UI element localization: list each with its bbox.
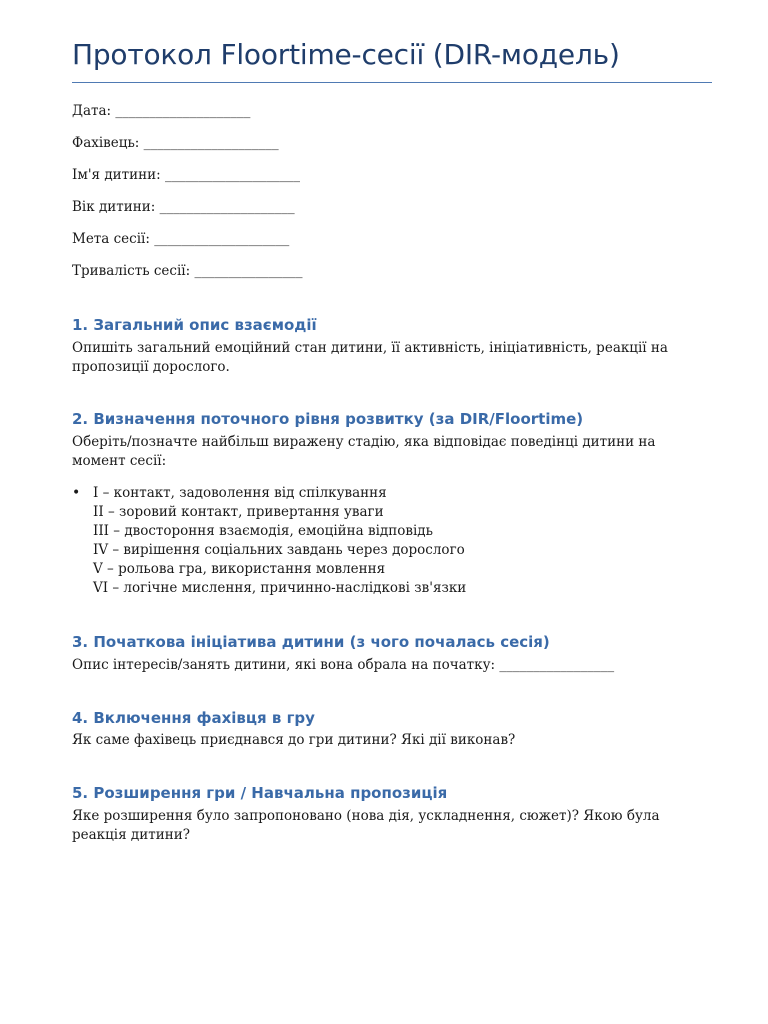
section-2-text: Оберіть/позначте найбільш виражену стадію, яка відповідає поведінці дитини на момент сесії: bbox=[72, 434, 656, 469]
field-blank: ____________________ bbox=[159, 199, 295, 215]
field-label: Тривалість сесії: bbox=[72, 263, 191, 279]
field-label: Мета сесії: bbox=[72, 231, 150, 247]
field-date bbox=[72, 103, 250, 119]
field-blank: ____________________ bbox=[164, 167, 300, 183]
field-label: Ім'я дитини: bbox=[72, 167, 161, 183]
section-1-heading: 1. Загальний опис взаємодії bbox=[72, 316, 317, 334]
field-session-duration bbox=[72, 263, 302, 279]
stage-item-1: I – контакт, задоволення від спілкування bbox=[93, 485, 387, 501]
stage-item-5: V – рольова гра, використання мовлення bbox=[93, 561, 386, 577]
section-3-text: Опис інтересів/занять дитини, які вона обрала на початку: _________________ bbox=[72, 657, 615, 673]
bullet-marker: • bbox=[72, 485, 81, 501]
section-4-heading: 4. Включення фахівця в гру bbox=[72, 709, 315, 727]
field-blank: ________________ bbox=[194, 263, 303, 279]
field-label: Дата: bbox=[72, 103, 112, 119]
section-5-heading: 5. Розширення гри / Навчальна пропозиція bbox=[72, 784, 448, 802]
section-3-heading: 3. Початкова ініціатива дитини (з чого почалась сесія) bbox=[72, 633, 550, 651]
field-blank: ____________________ bbox=[154, 231, 290, 247]
stage-item-6: VI – логічне мислення, причинно-наслідкові зв'язки bbox=[93, 580, 467, 596]
stage-item-2: II – зоровий контакт, привертання уваги bbox=[93, 504, 384, 520]
stage-item-3: III – двостороння взаємодія, емоційна відповідь bbox=[93, 523, 433, 539]
stages-lines bbox=[93, 484, 466, 598]
stage-item-4: IV – вирішення соціальних завдань через дорослого bbox=[93, 542, 465, 558]
document-title: Протокол Floortime-сесії (DIR-модель) bbox=[72, 38, 620, 71]
field-blank: ____________________ bbox=[115, 103, 251, 119]
field-child-age bbox=[72, 199, 295, 215]
section-2-heading: 2. Визначення поточного рівня розвитку (за DIR/Floortime) bbox=[72, 410, 584, 428]
section-5-text: Яке розширення було запропоновано (нова дія, ускладнення, сюжет)? Якою була реакція дитини? bbox=[72, 808, 660, 843]
field-child-name bbox=[72, 167, 300, 183]
field-label: Фахівець: bbox=[72, 135, 140, 151]
section-1-text: Опишіть загальний емоційний стан дитини, її активність, ініціативність, реакції на пропозиції дорослого. bbox=[72, 340, 668, 375]
field-specialist bbox=[72, 135, 279, 151]
field-label: Вік дитини: bbox=[72, 199, 156, 215]
title-divider bbox=[72, 82, 712, 83]
section-4-text: Як саме фахівець приєднався до гри дитини? Які дії виконав? bbox=[72, 732, 516, 748]
field-blank: ____________________ bbox=[143, 135, 279, 151]
field-session-goal bbox=[72, 231, 289, 247]
